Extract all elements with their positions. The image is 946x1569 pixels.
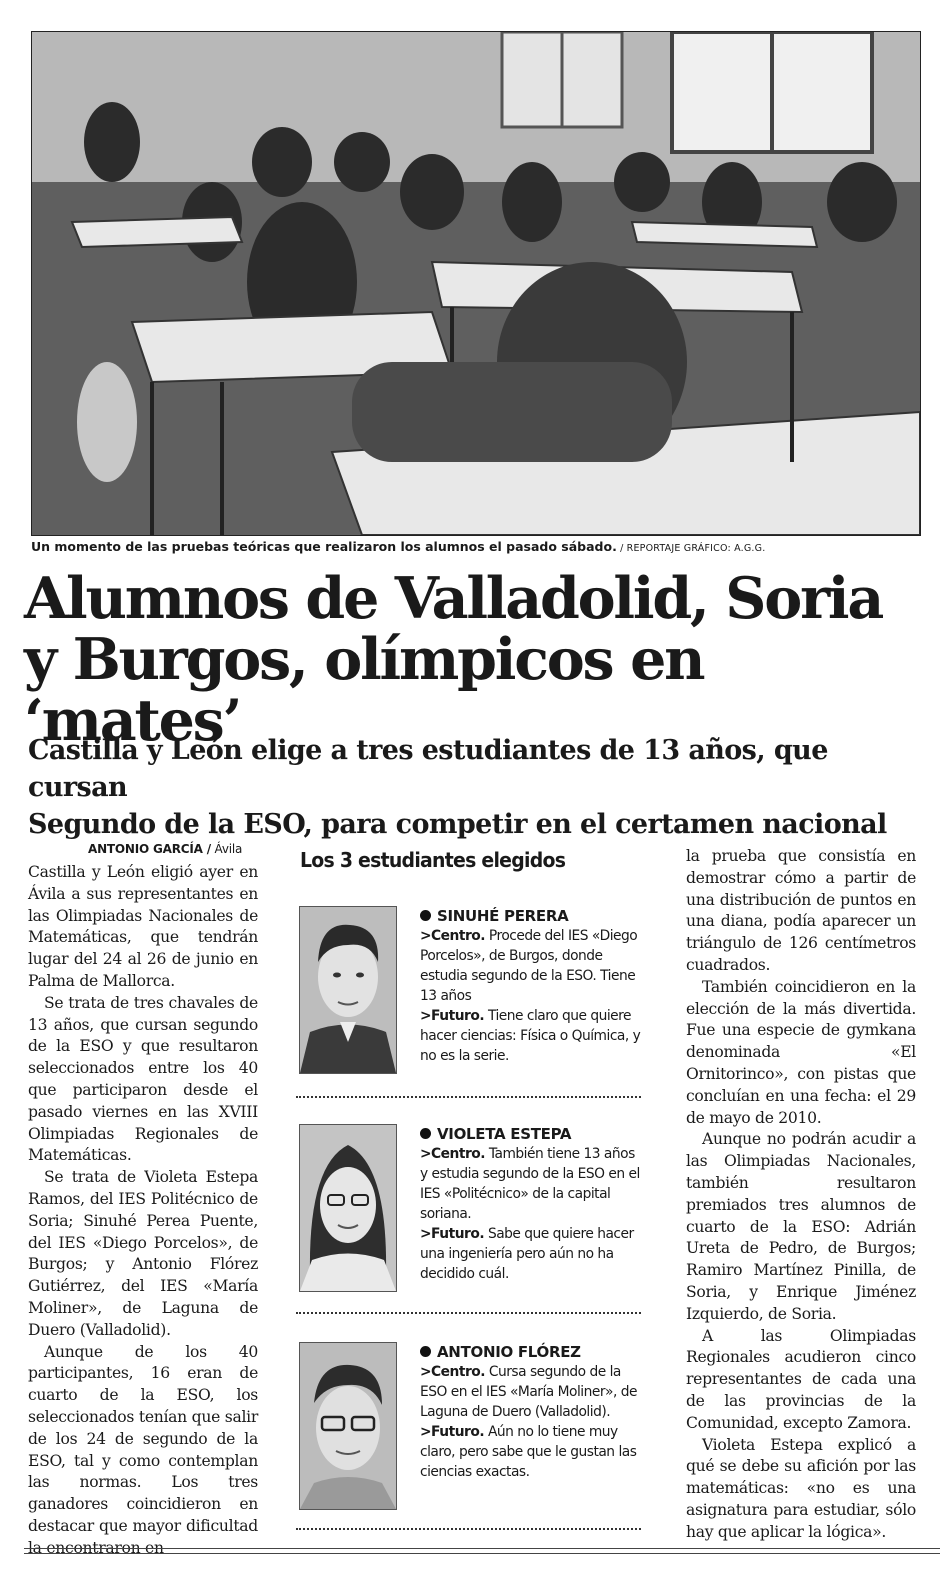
article-column-3	[686, 846, 916, 1544]
bottom-rule	[24, 1553, 940, 1554]
paragraph: Se trata de tres chavales de 13 años, que cursan segundo de la ESO y que resultaron seleccionados entre los 40 que participaron desde el pasado viernes en las XVIII Olimpiadas Regionales de Matemáticas.	[28, 993, 258, 1165]
student-name	[420, 906, 646, 926]
paragraph: Castilla y León eligió ayer en Ávila a sus representantes en las Olimpiadas Nacionales de Matemáticas, que tendrán lugar del 24 al 26 de junio en Palma de Mallorca.	[28, 863, 258, 990]
paragraph: Aunque no podrán acudir a las Olimpiadas Nacionales, también resultaron premiados tres alumnos de cuarto de la ESO: Adrián Ureta de Pedro, de Burgos; Ramiro Martínez Pinilla, de Soria, y Enrique Jiménez Izquierdo, de Soria.	[686, 1130, 916, 1323]
byline	[88, 842, 242, 856]
student-name-text: VIOLETA ESTEPA	[437, 1125, 572, 1143]
subheadline	[28, 732, 928, 843]
student-text	[420, 906, 646, 1066]
portrait-photo	[299, 1124, 397, 1292]
futuro-label: >Futuro.	[420, 1008, 485, 1024]
dotted-divider	[296, 1096, 641, 1098]
caption-text: Un momento de las pruebas teóricas que realizaron los alumnos el pasado sábado.	[31, 539, 617, 554]
paragraph: la prueba que consistía en demostrar cómo a partir de una distribución de puntos en una diana, podía aparecer un triángulo de 126 centímetros cuadrados.	[686, 847, 916, 974]
centro-label: >Centro.	[420, 1146, 485, 1162]
subheadline-line-2: Segundo de la ESO, para competir en el certamen nacional	[28, 809, 887, 840]
student-text	[420, 1342, 646, 1482]
paragraph: Aunque de los 40 participantes, 16 eran de cuarto de la ESO, los seleccionados tenían que salir de los 24 de segundo de la ESO, tal y como contemplan las normas. Los tres ganadores coincidieron en destacar que mayor dificultad la encontraron en	[28, 1342, 258, 1557]
student-futuro	[420, 1422, 646, 1482]
byline-author: ANTONIO GARCÍA /	[88, 842, 211, 856]
student-centro	[420, 926, 646, 1006]
centro-text: Cursa segundo de la ESO en el IES «María Moliner», de Laguna de Duero (Valladolid).	[420, 1364, 637, 1420]
bottom-rule	[24, 1548, 940, 1549]
headline	[24, 565, 924, 754]
centro-label: >Centro.	[420, 928, 485, 944]
paragraph: Violeta Estepa explicó a qué se debe su afición por las matemáticas: «no es una asignatura para estudiar, sólo hay que aplicar la lógica».	[686, 1435, 916, 1541]
student-centro	[420, 1362, 646, 1422]
futuro-text: Sabe que quiere hacer una ingeniería pero aún no ha decidido cuál.	[420, 1226, 634, 1282]
headline-line-1: Alumnos de Valladolid, Soria	[24, 565, 883, 632]
bullet-icon	[420, 1128, 431, 1139]
student-futuro	[420, 1224, 646, 1284]
photo-credit: / REPORTAJE GRÁFICO: A.G.G.	[616, 543, 766, 554]
student-centro	[420, 1144, 646, 1224]
centro-text: Procede del IES «Diego Porcelos», de Burgos, donde estudia segundo de la ESO. Tiene 13 años	[420, 928, 638, 1004]
paragraph: Se trata de Violeta Estepa Ramos, del IES Politécnico de Soria; Sinuhé Perea Puente, del IES «Diego Porcelos», de Burgos; y Antonio Flórez Gutiérrez, del IES «María Moliner», de Laguna de Duero (Valladolid).	[28, 1168, 258, 1339]
student-text	[420, 1124, 646, 1284]
student-futuro	[420, 1006, 646, 1066]
sidebar-students	[296, 848, 646, 1480]
dotted-divider	[296, 1312, 641, 1314]
futuro-label: >Futuro.	[420, 1226, 485, 1242]
student-name-text: SINUHÉ PERERA	[437, 907, 569, 925]
futuro-label: >Futuro.	[420, 1424, 485, 1440]
headline-line-2: y Burgos, olímpicos en ‘mates’	[24, 626, 704, 754]
dotted-divider	[296, 1528, 641, 1530]
student-name-text: ANTONIO FLÓREZ	[437, 1343, 581, 1361]
photo-caption	[31, 539, 919, 554]
futuro-text: Aún no lo tiene muy claro, pero sabe que le gustan las ciencias exactas.	[420, 1424, 637, 1480]
paragraph: A las Olimpiadas Regionales acudieron cinco representantes de cada una de las provincias de la Comunidad, excepto Zamora.	[686, 1326, 916, 1432]
centro-label: >Centro.	[420, 1364, 485, 1380]
paragraph: También coincidieron en la elección de la más divertida. Fue una especie de gymkana denominada «El Ornitorinco», con pistas que concluían en una fecha: el 29 de mayo de 2010.	[686, 977, 916, 1127]
futuro-text: Tiene claro que quiere hacer ciencias: Física o Química, y no es la serie.	[420, 1008, 641, 1064]
portrait-photo	[299, 1342, 397, 1510]
centro-text: También tiene 13 años y estudia segundo de la ESO en el IES «Politécnico» de la capital soriana.	[420, 1146, 640, 1222]
news-photo-classroom	[31, 31, 921, 536]
student-name	[420, 1342, 646, 1362]
student-name	[420, 1124, 646, 1144]
portrait-photo	[299, 906, 397, 1074]
byline-location: Ávila	[210, 842, 243, 856]
bullet-icon	[420, 1346, 431, 1357]
sidebar-title: Los 3 estudiantes elegidos	[300, 848, 566, 872]
article-column-1	[28, 862, 258, 1560]
bullet-icon	[420, 910, 431, 921]
subheadline-line-1: Castilla y León elige a tres estudiantes de 13 años, que cursan	[28, 735, 828, 803]
